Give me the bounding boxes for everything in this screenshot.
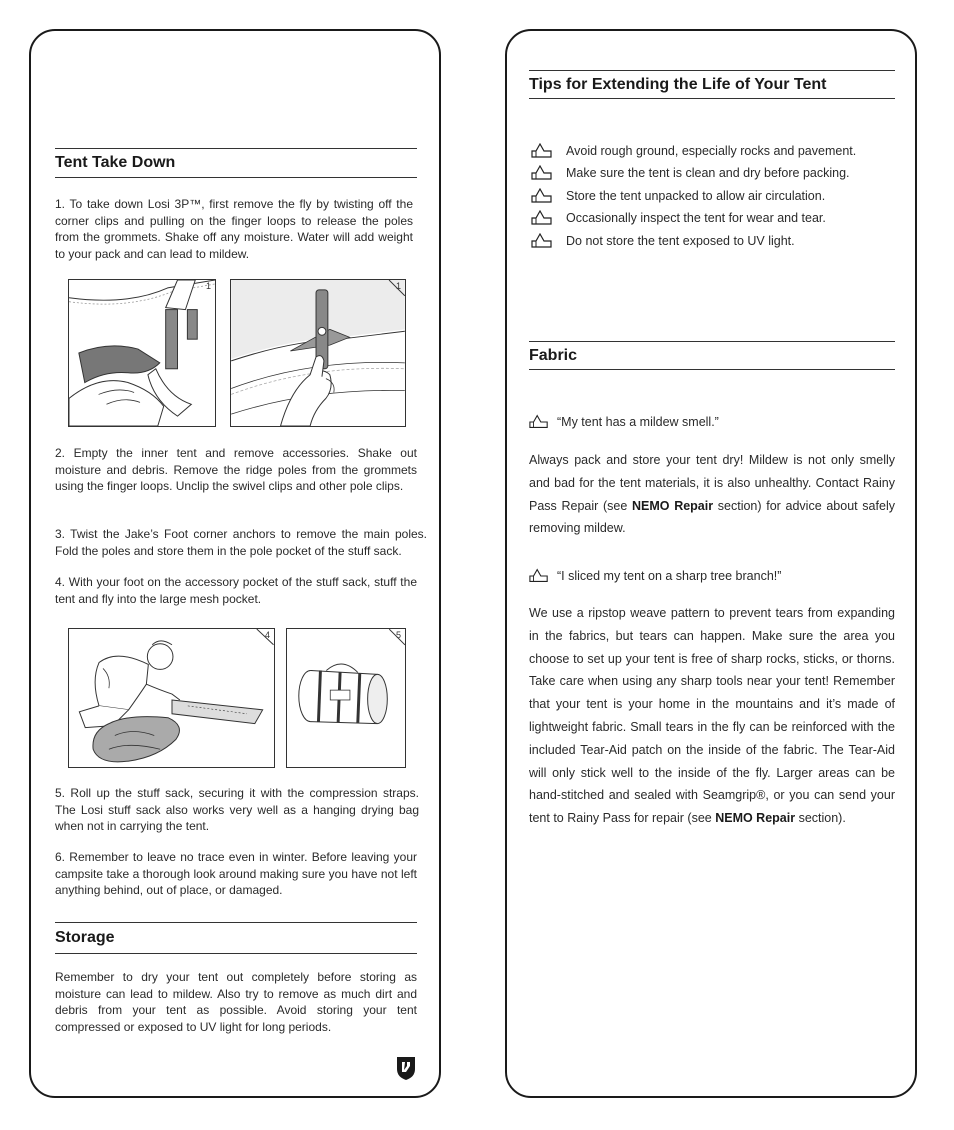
answer-text: We use a ripstop weave pattern to prevent tears from expanding in the fabrics, but tears can happen. Make sure the area you choose to set up your tent is free of sharp rocks, sticks, or thorns. Take care when using any sharp tools near your tent! Remember that your tent is your home in the mountains and it’s made of lightweight fabric. Small tears in the fly can be reinforced with the included Tear-Aid patch on the inside of the fabric. The Tear-Aid will only stick well to the inside of the fly. Larger areas can be hand-stitched and sealed with Seamgrip®, or you can send your tent to Rainy Pass for repair (see [529, 606, 895, 826]
storage-heading [55, 922, 417, 954]
step-2-text: 2. Empty the inner tent and remove accessories. Shake out moisture and debris. Remove the ridge poles from the grommets using the finger loops. Unclip the swivel clips and other pole clips. [55, 446, 417, 493]
answer-text: Always pack and store your tent dry! Mildew is not only smelly and bad for the tent materials, it is also unhealthy. Contact Rainy Pass Repair (see [529, 453, 895, 513]
nemo-logo-icon [395, 1055, 417, 1081]
hand-pointer-icon [531, 188, 553, 204]
hand-pointer-icon [531, 210, 553, 226]
question-mildew [529, 414, 719, 430]
figure-pull-finger-loop [230, 279, 406, 427]
hand-pointer-icon [531, 165, 553, 181]
mildew-answer-text [529, 449, 895, 540]
tip-text: Make sure the tent is clean and dry before packing. [566, 166, 850, 180]
list-item [531, 188, 825, 204]
figure-number: 1 [205, 281, 211, 291]
answer-text: section) for advice about safely removing mildew. [529, 498, 895, 536]
hand-pointer-icon [531, 143, 553, 159]
tips-list [531, 143, 901, 263]
tent-take-down-heading [55, 148, 417, 178]
figure-number: 1 [395, 281, 401, 291]
heading-text: Tent Take Down [55, 154, 176, 171]
right-page-panel [505, 29, 917, 1098]
answer-text: section). [795, 811, 846, 826]
figure-remove-fly-clips [68, 279, 216, 427]
stuff-tent-illustration [69, 629, 274, 767]
left-page-panel [29, 29, 441, 1098]
question-text: “I sliced my tent on a sharp tree branch!” [557, 569, 782, 583]
figure-number: 5 [395, 630, 401, 640]
tip-text: Do not store the tent exposed to UV light. [566, 234, 795, 248]
step-6-text: 6. Remember to leave no trace even in winter. Before leaving your campsite take a thorough look around making sure you have not left anything behind, out of place, or damaged. [55, 850, 417, 897]
hand-pointer-icon [531, 233, 553, 249]
heading-text: Tips for Extending the Life of Your Tent [529, 75, 827, 93]
storage-text: Remember to dry your tent out completely before storing as moisture can lead to mildew. Also try to remove as much dirt and debris from your tent as possible. Avoid storing your tent compressed or exposed to UV light for long periods. [55, 970, 417, 1034]
hand-pointer-icon [529, 568, 549, 584]
tip-text: Store the tent unpacked to allow air circulation. [566, 189, 826, 203]
list-item [531, 233, 795, 249]
finger-loop-illustration [231, 280, 405, 426]
tear-repair-answer-text [529, 602, 895, 830]
heading-text: Storage [55, 929, 115, 946]
step-3-text: 3. Twist the Jake’s Foot corner anchors to remove the main poles. Fold the poles and store them in the pole pocket of the stuff sack. [55, 527, 427, 558]
figure-stuff-tent [68, 628, 275, 768]
question-text: “My tent has a mildew smell.” [557, 415, 719, 429]
fly-clip-illustration [69, 280, 215, 426]
figure-rolled-stuff-sack [286, 628, 406, 768]
question-sliced-tent [529, 568, 781, 584]
fabric-heading [529, 341, 895, 370]
list-item [531, 143, 856, 159]
list-item [531, 210, 826, 226]
stuff-sack-illustration [287, 629, 405, 767]
tip-text: Occasionally inspect the tent for wear and tear. [566, 211, 826, 225]
nemo-repair-reference: NEMO Repair [715, 811, 796, 826]
step-1-text: 1. To take down Losi 3P™, first remove the fly by twisting off the corner clips and pulling on the finger loops to release the poles from the grommets. Shake off any moisture. Water will add weight to your pack and can lead to mildew. [55, 197, 413, 261]
list-item [531, 165, 850, 181]
hand-pointer-icon [529, 414, 549, 430]
tip-text: Avoid rough ground, especially rocks and pavement. [566, 144, 857, 158]
step-5-text: 5. Roll up the stuff sack, securing it with the compression straps. The Losi stuff sack also works very well as a hanging drying bag when not in carrying the tent. [55, 786, 419, 833]
step-4-text: 4. With your foot on the accessory pocket of the stuff sack, stuff the tent and fly into the large mesh pocket. [55, 575, 417, 606]
heading-text: Fabric [529, 346, 578, 364]
figure-number: 4 [264, 630, 270, 640]
tips-heading [529, 70, 895, 99]
nemo-repair-reference: NEMO Repair [632, 498, 714, 513]
